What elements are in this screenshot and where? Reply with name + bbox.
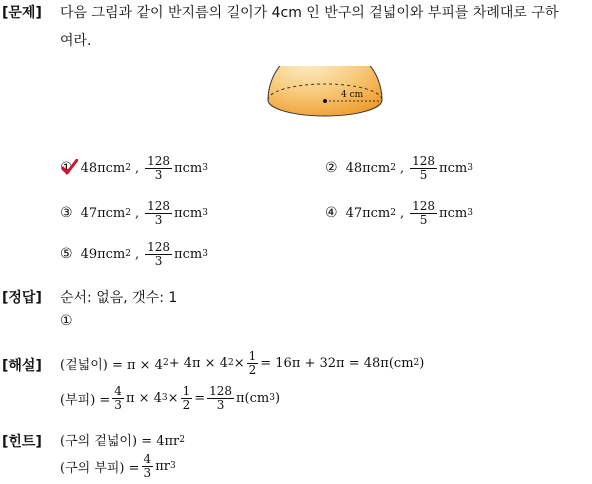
hint-line2: (구의 부피) = $\frac{4}{3}$ πr 3: [60, 451, 176, 480]
fraction-128-thirds: $\frac{128}{3}$: [209, 383, 233, 412]
choice-fraction: $\frac{128}{3}$: [147, 239, 171, 268]
answer-meta: 순서: 없음, 갯수: 1: [60, 290, 178, 306]
explanation-line1-rhs: = 16π + 32π = 48π(cm: [260, 355, 414, 371]
hemisphere-figure: [262, 66, 388, 130]
choice-volume-unit: πcm: [174, 246, 203, 262]
explanation-line1: (겉넓이) = π × 4 2 + 4π × 4 2 × $\frac{1}{2}$ = 16π + 32π = 48π(cm 2 ): [60, 348, 425, 377]
choice-number: ②: [325, 160, 338, 176]
choice-number: ④: [325, 205, 338, 221]
choice-area: 48πcm: [345, 160, 391, 176]
problem-tag: [문제]: [2, 5, 42, 21]
fraction-hint-four-thirds: $\frac{4}{3}$: [143, 451, 152, 480]
fraction-half-2: $\frac{1}{2}$: [182, 383, 191, 412]
explanation-line1-mid: + 4π × 4: [168, 355, 228, 371]
choice-number: ⑤: [60, 246, 73, 262]
choice-volume-unit: πcm: [174, 160, 203, 176]
choice-fraction: $\frac{128}{3}$: [147, 198, 171, 227]
answer-tag: [정답]: [2, 290, 42, 306]
choice-1[interactable]: ① 48πcm 2 , $\frac{128}{3}$ πcm 3: [60, 153, 208, 182]
explanation-line2: (부피) = $\frac{4}{3}$ π × 4 3 × $\frac{1}{2}$ = $\frac{128}{3}$ π(cm 3 ): [60, 383, 281, 412]
choice-2[interactable]: ② 48πcm 2 , $\frac{128}{5}$ πcm 3: [325, 153, 473, 182]
choice-separator: ,: [400, 205, 405, 221]
explanation-line1-lhs: (겉넓이) = π × 4: [60, 357, 163, 373]
choice-5[interactable]: ⑤ 49πcm 2 , $\frac{128}{3}$ πcm 3: [60, 239, 208, 268]
choice-number: ③: [60, 205, 73, 221]
choice-separator: ,: [400, 160, 405, 176]
choice-3[interactable]: ③ 47πcm 2 , $\frac{128}{3}$ πcm 3: [60, 198, 208, 227]
fraction-four-thirds: $\frac{4}{3}$: [114, 383, 122, 412]
answer-value: ①: [60, 313, 73, 329]
center-dot: [323, 99, 327, 103]
choice-volume-unit: πcm: [174, 205, 203, 221]
explanation-tag: [해설]: [2, 358, 42, 374]
radius-label: 4 cm: [341, 90, 364, 100]
choice-separator: ,: [135, 205, 140, 221]
choice-volume-unit: πcm: [439, 160, 468, 176]
hint-line1: (구의 겉넓이) = 4πr 2: [60, 434, 185, 449]
choice-area: 48πcm: [80, 160, 126, 176]
choice-area: 47πcm: [345, 205, 391, 221]
choice-area: 47πcm: [80, 205, 126, 221]
fraction-half: $\frac{1}{2}$: [248, 348, 257, 377]
choice-fraction: $\frac{128}{5}$: [412, 198, 436, 227]
hemisphere-body: [268, 66, 382, 116]
choice-number: ①: [60, 160, 73, 176]
problem-text-line2: 여라.: [60, 33, 92, 49]
hint-tag: [힌트]: [2, 434, 42, 450]
choice-fraction: $\frac{128}{5}$: [412, 153, 436, 182]
choice-4[interactable]: ④ 47πcm 2 , $\frac{128}{5}$ πcm 3: [325, 198, 473, 227]
choice-separator: ,: [135, 246, 140, 262]
choice-fraction: $\frac{128}{3}$: [147, 153, 171, 182]
choice-separator: ,: [135, 160, 140, 176]
check-mark-icon: [62, 159, 78, 175]
problem-text-line1: 다음 그림과 같이 반지름의 길이가 4cm 인 반구의 겉넓이와 부피를 차례대로 구하: [60, 5, 559, 21]
choice-area: 49πcm: [80, 246, 126, 262]
explanation-line2-lhs: (부피) =: [60, 392, 111, 408]
choice-volume-unit: πcm: [439, 205, 468, 221]
